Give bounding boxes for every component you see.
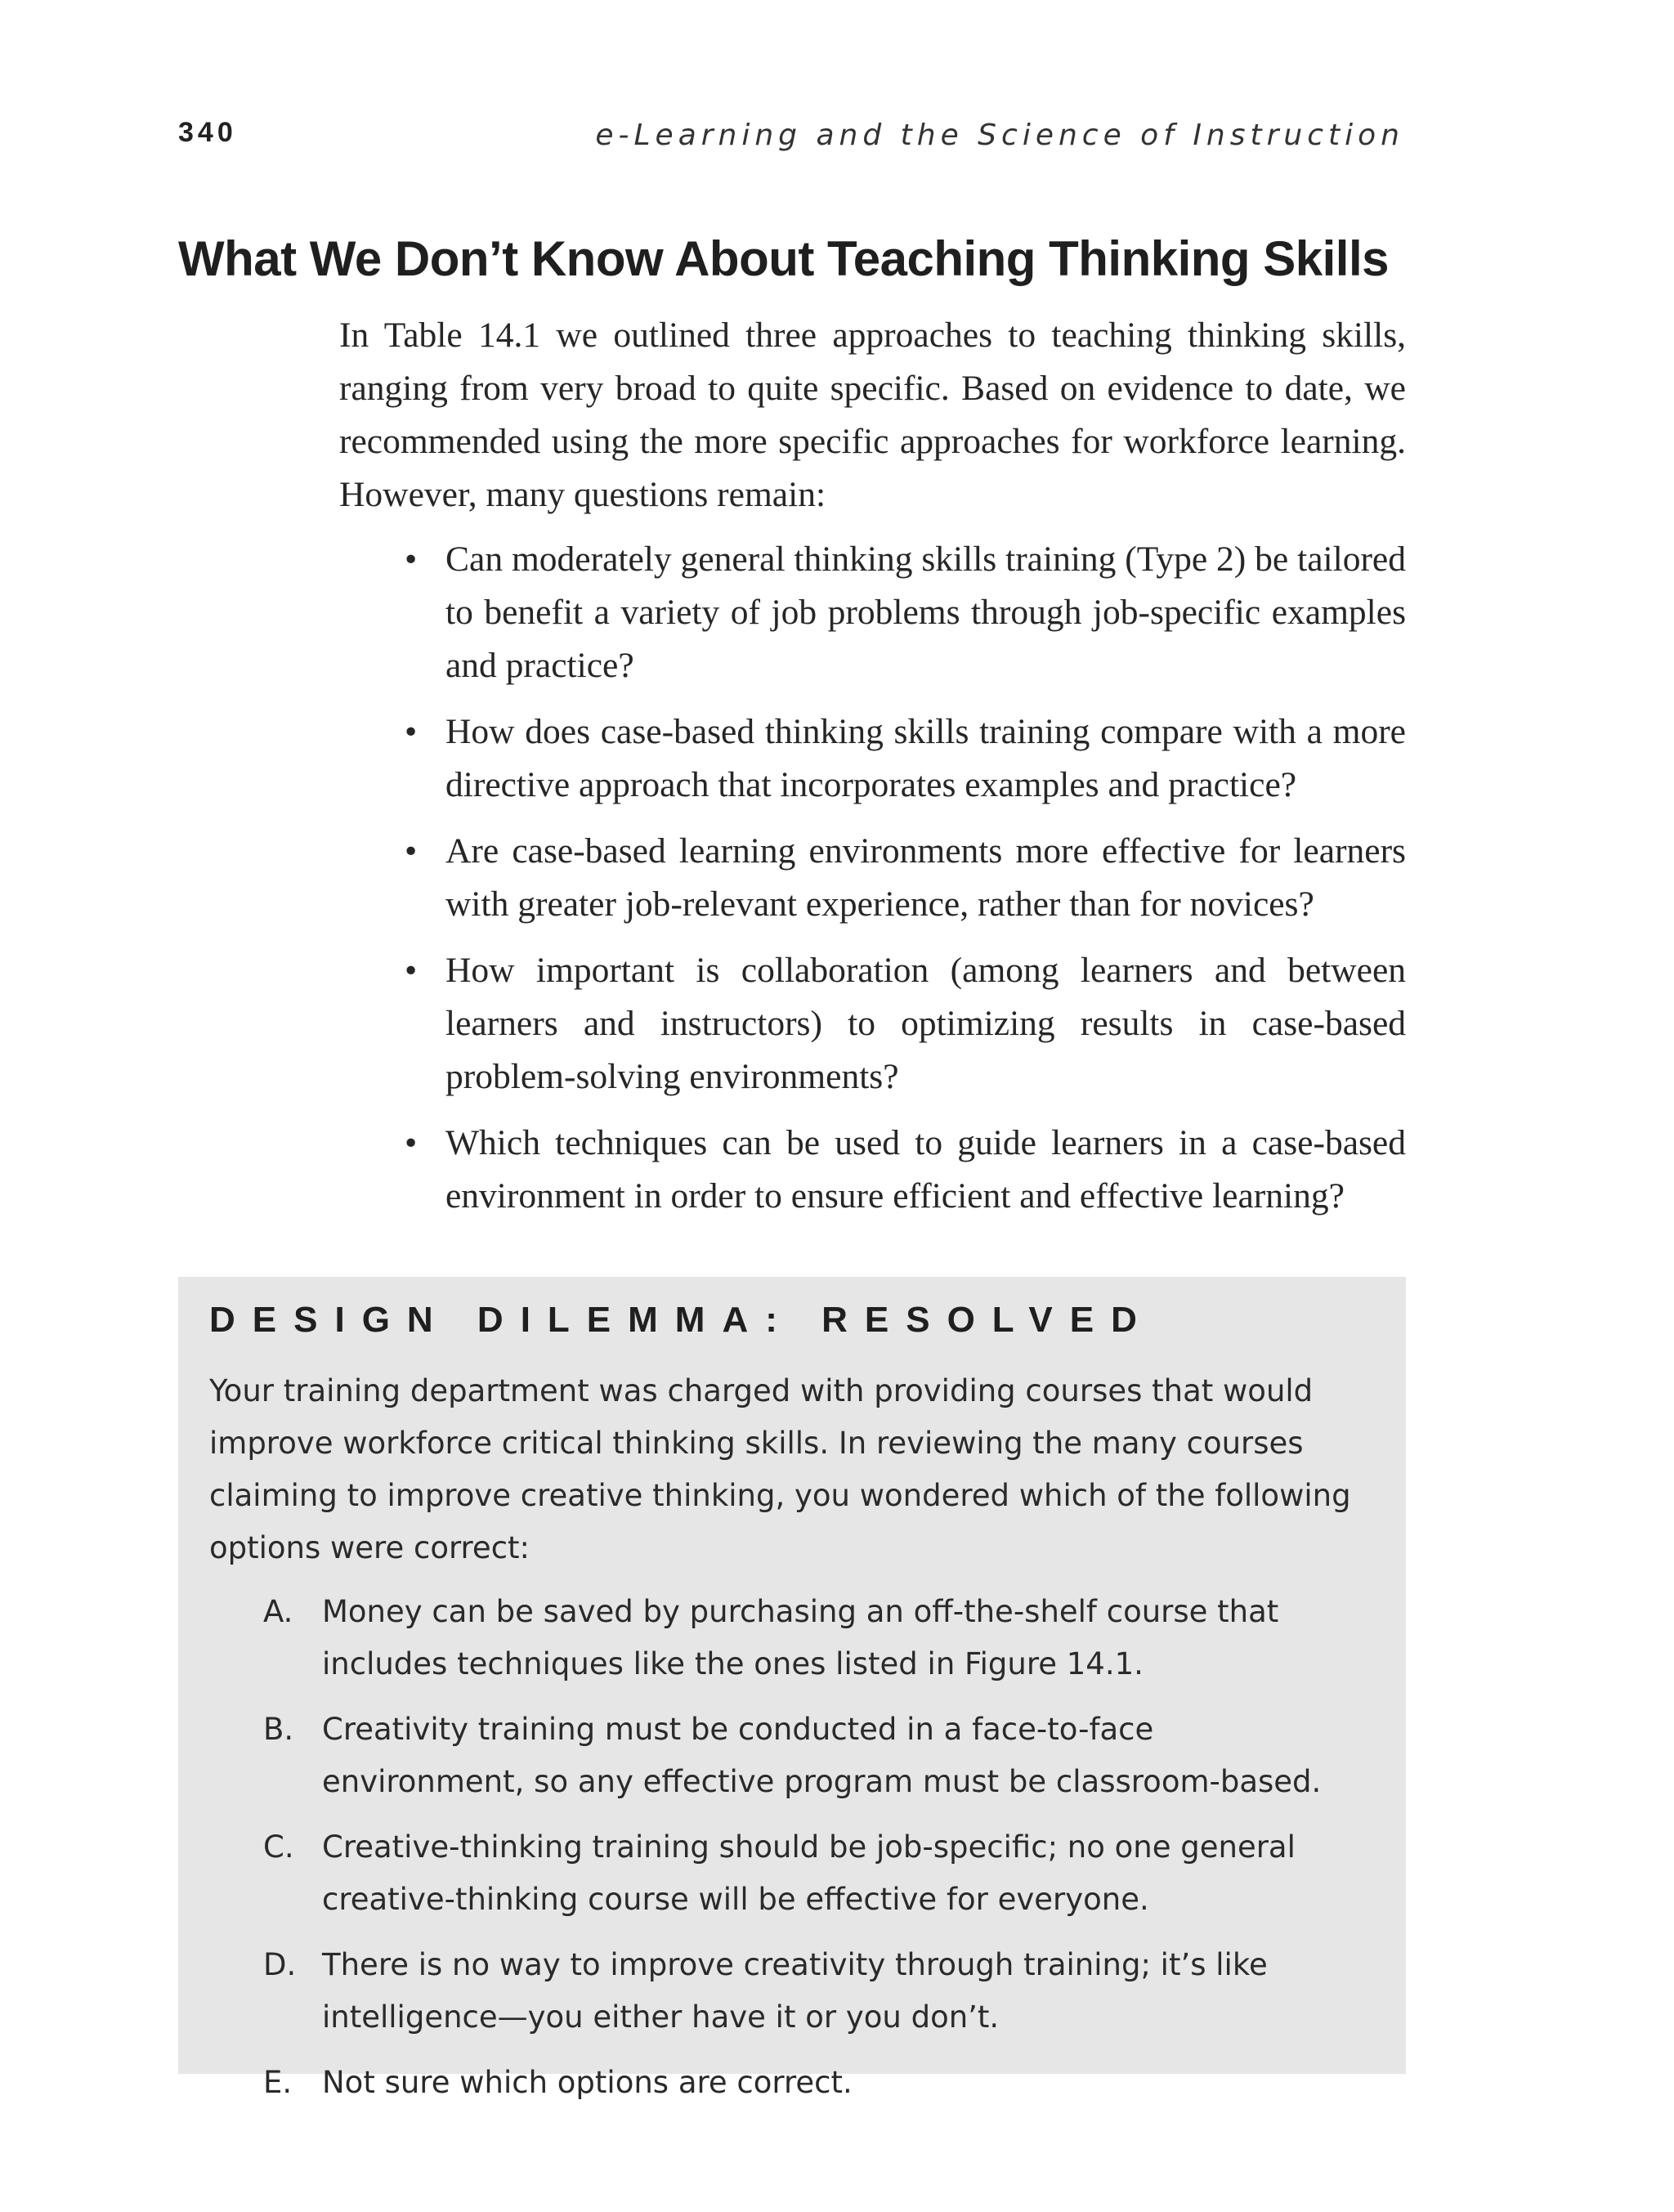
option-letter: A. [263, 1594, 293, 1629]
bullet: • [405, 951, 418, 990]
list-item [405, 1117, 1406, 1223]
list-item [405, 533, 1406, 692]
option-letter: B. [263, 1712, 294, 1747]
dilemma-title: DESIGN DILEMMA: RESOLVED [209, 1300, 1154, 1340]
option-letter: E. [263, 2065, 293, 2100]
option-text: Not sure which options are correct. [322, 2065, 853, 2100]
question-text: Which techniques can be used to guide learners in a case-based environment in order to ensure efficient and effective learning? [445, 1123, 1406, 1216]
bullet: • [405, 831, 418, 871]
list-item [405, 944, 1406, 1104]
question-text: Are case-based learning environments more effective for learners with greater job-relevant experience, rather than for novices? [445, 831, 1406, 924]
option-text: Money can be saved by purchasing an off-the-shelf course that includes techniques like the ones listed in Figure 14.1. [322, 1594, 1279, 1681]
question-text: How does case-based thinking skills training compare with a more directive approach that incorporates examples and practice? [445, 712, 1406, 804]
option-text: Creativity training must be conducted in a face-to-face environment, so any effective program must be classroom-based. [322, 1712, 1322, 1799]
section-body [339, 309, 1406, 1236]
option-item [263, 1939, 1354, 2044]
option-item [263, 1704, 1354, 1808]
running-head: e-Learning and the Science of Instruction [595, 119, 1404, 152]
option-letter: C. [263, 1829, 294, 1865]
option-text: There is no way to improve creativity through training; it’s like intelligence—you either have it or you don’t. [322, 1947, 1268, 2035]
option-item [263, 2057, 1354, 2109]
bullet: • [405, 1123, 418, 1162]
design-dilemma-box [178, 1277, 1406, 2100]
section-heading: What We Don’t Know About Teaching Thinking Skills [178, 231, 1390, 286]
dilemma-body [209, 1365, 1354, 2122]
page-number: 340 [178, 117, 237, 148]
question-text: How important is collaboration (among learners and between learners and instructors) to optimizing results in case-based problem-solving environments? [445, 951, 1406, 1096]
bullet: • [405, 712, 418, 751]
dilemma-intro: Your training department was charged with providing courses that would improve workforce critical thinking skills. In reviewing the many courses claiming to improve creative thinking, you wondered which of the following options were correct: [209, 1373, 1351, 1565]
dilemma-options-list [209, 1586, 1354, 2109]
option-item [263, 1821, 1354, 1926]
list-item [405, 825, 1406, 931]
option-text: Creative-thinking training should be job-specific; no one general creative-thinking course will be effective for everyone. [322, 1829, 1296, 1917]
open-questions-list [339, 533, 1406, 1223]
intro-paragraph: In Table 14.1 we outlined three approaches to teaching thinking skills, ranging from very broad to quite specific. Based on evidence to date, we recommended using the more specific approaches for workforce learning. However, many questions remain: [339, 316, 1406, 514]
option-item [263, 1586, 1354, 1690]
question-text: Can moderately general thinking skills training (Type 2) be tailored to benefit a variety of job problems through job-specific examples and practice? [445, 540, 1406, 685]
bullet: • [405, 540, 418, 579]
list-item [405, 705, 1406, 812]
page-header [178, 110, 1404, 159]
option-letter: D. [263, 1947, 297, 1982]
